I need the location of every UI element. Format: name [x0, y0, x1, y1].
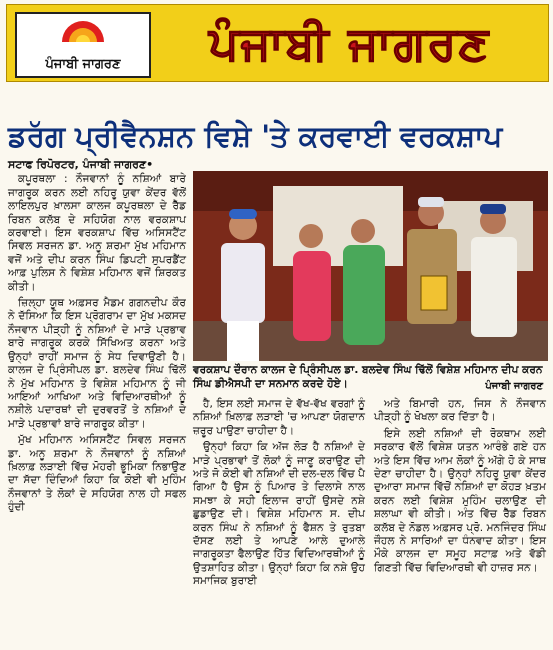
photo-illustration [193, 171, 548, 361]
paragraph: ਹੈ, ਇਸ ਲਈ ਸਮਾਜ ਦੇ ਵੱਖ-ਵੱਖ ਵਰਗਾਂ ਨੂੰ ਨਸ਼ਿਆਂ ਖ਼ਿਲਾਫ਼ ਲੜਾਈ 'ਚ ਆਪਣਾ ਯੋਗਦਾਨ ਜ਼ਰੂਰ ਪਾਉਣਾ ਚਾਹੀਦਾ ਹੈ। [193, 398, 365, 437]
paragraph: ਇਸੇ ਲਈ ਨਸ਼ਿਆਂ ਦੀ ਰੋਕਥਾਮ ਲਈ ਸਰਕਾਰ ਵੱਲੋਂ ਵਿਸ਼ੇਸ਼ ਯਤਨ ਆਰੰਭੇ ਗਏ ਹਨ ਅਤੇ ਇਸ ਵਿੱਚ ਆਮ ਲੋਕਾਂ ਨੂੰ ਅੱਗੇ ਹੋ ਕੇ ਸਾਥ ਦੇਣਾ ਚਾਹੀਦਾ ਹੈ। ਉਨ੍ਹਾਂ ਨਹਿਰੂ ਯੁਵਾ ਕੇਂਦਰ ਦੁਆਰਾ ਸਮਾਜ ਵਿੱਚੋਂ ਨਸ਼ਿਆਂ ਦਾ ਕੋਹੜ ਖ਼ਤਮ ਕਰਨ ਲਈ ਵਿਸ਼ੇਸ਼ ਮੁਹਿੰਮ ਚਲਾਉਣ ਦੀ ਸ਼ਲਾਘਾ ਵੀ ਕੀਤੀ। ਅੰਤ ਵਿੱਚ ਰੈੱਡ ਰਿਬਨ ਕਲੱਬ ਦੇ ਨੋਡਲ ਅਫ਼ਸਰ ਪ੍ਰੋ. ਮਨਜਿੰਦਰ ਸਿੰਘ ਜੌਹਲ ਨੇ ਸਾਰਿਆਂ ਦਾ ਧੰਨਵਾਦ ਕੀਤਾ। ਇਸ ਮੌਕੇ ਕਾਲਜ ਦਾ ਸਮੂਹ ਸਟਾਫ਼ ਅਤੇ ਵੱਡੀ ਗਿਣਤੀ ਵਿੱਚ ਵਿਦਿਆਰਥੀ ਵੀ ਹਾਜ਼ਰ ਸਨ। [374, 427, 546, 574]
rising-sun-icon [60, 18, 106, 44]
article-column-3 [374, 398, 546, 578]
paragraph: ਅਤੇ ਬਿਮਾਰੀ ਹਨ, ਜਿਸ ਨੇ ਨੌਜਵਾਨ ਪੀੜ੍ਹੀ ਨੂੰ ਖੋਖਲਾ ਕਰ ਦਿੱਤਾ ਹੈ। [374, 398, 546, 424]
photo-credit: ਪੰਜਾਬੀ ਜਾਗਰਣ [485, 381, 543, 392]
logo [15, 12, 151, 78]
logo-text: ਪੰਜਾਬੀ ਜਾਗਰਣ [45, 57, 121, 72]
paragraph: ਉਨ੍ਹਾਂ ਕਿਹਾ ਕਿ ਅੱਜ ਲੋੜ ਹੈ ਨਸ਼ਿਆਂ ਦੇ ਮਾੜੇ ਪ੍ਰਭਾਵਾਂ ਤੋਂ ਲੋਕਾਂ ਨੂੰ ਜਾਣੂ ਕਰਾਉਣ ਦੀ ਅਤੇ ਜੋ ਕੋਈ ਵੀ ਨਸ਼ਿਆਂ ਦੀ ਦਲ-ਦਲ ਵਿੱਚ ਪੈ ਗਿਆ ਹੈ ਉਸ ਨੂੰ ਪਿਆਰ ਤੇ ਦਿਲਾਸੇ ਨਾਲ ਸਮਝਾ ਕੇ ਸਹੀ ਇਲਾਜ ਰਾਹੀਂ ਉਸਦੇ ਨਸ਼ੇ ਛੁਡਾਉਣ ਦੀ। ਵਿਸ਼ੇਸ਼ ਮਹਿਮਾਨ ਸ. ਦੀਪ ਕਰਨ ਸਿੰਘ ਨੇ ਨਸ਼ਿਆਂ ਨੂੰ ਫੈਸ਼ਨ ਤੇ ਰੁਤਬਾ ਦੱਸਣ ਲਈ ਤੇ ਆਪਣੇ ਆਲੇ ਦੁਆਲੇ ਜਾਗਰੂਕਤਾ ਫੈਲਾਉਣ ਹਿੱਤ ਵਿਦਿਆਰਥੀਆਂ ਨੂੰ ਉਤਸ਼ਾਹਿਤ ਕੀਤਾ। ਉਨ੍ਹਾਂ ਕਿਹਾ ਕਿ ਨਸ਼ੇ ਉਹ ਸਮਾਜਿਕ ਬੁਰਾਈ [193, 441, 365, 588]
headline: ਡਰੱਗ ਪ੍ਰੀਵੈਨਸ਼ਨ ਵਿਸ਼ੇ 'ਤੇ ਕਰਵਾਈ ਵਰਕਸ਼ਾਪ [8, 119, 503, 153]
event-photo [193, 171, 548, 361]
paragraph: ਜ਼ਿਲ੍ਹਾ ਯੂਥ ਅਫ਼ਸਰ ਮੈਡਮ ਗਗਨਦੀਪ ਕੌਰ ਨੇ ਦੱਸਿਆ ਕਿ ਇਸ ਪ੍ਰੋਗਰਾਮ ਦਾ ਮੁੱਖ ਮਕਸਦ ਨੌਜਵਾਨ ਪੀੜ੍ਹੀ ਨੂੰ ਨਸ਼ਿਆਂ ਦੇ ਮਾੜੇ ਪ੍ਰਭਾਵ ਬਾਰੇ ਜਾਗਰੂਕ ਕਰਕੇ ਸਿੱਖਿਅਤ ਕਰਨਾ ਅਤੇ ਉਨ੍ਹਾਂ ਰਾਹੀਂ ਸਮਾਜ ਨੂੰ ਸੇਧ ਦਿਵਾਉਣੀ ਹੈ। ਕਾਲਜ ਦੇ ਪ੍ਰਿੰਸੀਪਲ ਡਾ. ਬਲਦੇਵ ਸਿੰਘ ਢਿੱਲੋਂ ਨੇ ਮੁੱਖ ਮਹਿਮਾਨ ਤੇ ਵਿਸ਼ੇਸ਼ ਮਹਿਮਾਨ ਨੂੰ ਜੀ ਆਇਆਂ ਆਖਿਆ ਅਤੇ ਵਿਦਿਆਰਥੀਆਂ ਨੂੰ ਨਸ਼ੀਲੇ ਪਦਾਰਥਾਂ ਦੀ ਦੁਰਵਰਤੋਂ ਤੇ ਨਸ਼ਿਆਂ ਦੇ ਮਾੜੇ ਪ੍ਰਭਾਵਾਂ ਬਾਰੇ ਜਾਗਰੂਕ ਕੀਤਾ। [8, 297, 186, 430]
article-column-1 [8, 158, 186, 518]
paragraph: ਕਪੂਰਥਲਾ : ਨੌਜਵਾਨਾਂ ਨੂੰ ਨਸ਼ਿਆਂ ਬਾਰੇ ਜਾਗਰੂਕ ਕਰਨ ਲਈ ਨਹਿਰੂ ਯੁਵਾ ਕੇਂਦਰ ਵੱਲੋਂ ਲਾਇਲਪੁਰ ਖ਼ਾਲਸਾ ਕਾਲਜ ਕਪੂਰਥਲਾ ਦੇ ਰੈੱਡ ਰਿਬਨ ਕਲੱਬ ਦੇ ਸਹਿਯੋਗ ਨਾਲ ਵਰਕਸ਼ਾਪ ਕਰਵਾਈ। ਇਸ ਵਰਕਸ਼ਾਪ ਵਿੱਚ ਅਸਿਸਟੈਂਟ ਸਿਵਲ ਸਰਜਨ ਡਾ. ਅਨੂ ਸ਼ਰਮਾ ਮੁੱਖ ਮਹਿਮਾਨ ਵਜੋਂ ਅਤੇ ਦੀਪ ਕਰਨ ਸਿੰਘ ਡਿਪਟੀ ਸੁਪਰਡੈਂਟ ਆਫ਼ ਪੁਲਿਸ ਨੇ ਵਿਸ਼ੇਸ਼ ਮਹਿਮਾਨ ਵਜੋਂ ਸ਼ਿਰਕਤ ਕੀਤੀ। [8, 173, 186, 293]
newspaper-name: ਪੰਜਾਬੀ ਜਾਗਰਣ [208, 16, 491, 70]
article-column-2 [193, 398, 365, 592]
photo-caption: ਵਰਕਸ਼ਾਪ ਦੌਰਾਨ ਕਾਲਜ ਦੇ ਪ੍ਰਿੰਸੀਪਲ ਡਾ. ਬਲਦੇਵ ਸਿੰਘ ਢਿੱਲੋਂ ਵਿਸ਼ੇਸ਼ ਮਹਿਮਾਨ ਦੀਪ ਕਰਨ ਸਿੰਘ ਡੀਐਸਪੀ ਦਾ ਸਨਮਾਨ ਕਰਦੇ ਹੋਏ। [193, 364, 543, 390]
byline: ਸਟਾਫ ਰਿਪੋਰਟਰ, ਪੰਜਾਬੀ ਜਾਗਰਣ• [8, 158, 154, 171]
masthead [6, 4, 549, 82]
paragraph: ਮੁੱਖ ਮਹਿਮਾਨ ਅਸਿਸਟੈਂਟ ਸਿਵਲ ਸਰਜਨ ਡਾ. ਅਨੂ ਸ਼ਰਮਾ ਨੇ ਨੌਜਵਾਨਾਂ ਨੂੰ ਨਸ਼ਿਆਂ ਖ਼ਿਲਾਫ਼ ਲੜਾਈ ਵਿੱਚ ਮੋਹਰੀ ਭੂਮਿਕਾ ਨਿਭਾਉਣ ਦਾ ਸੱਦਾ ਦਿੰਦਿਆਂ ਕਿਹਾ ਕਿ ਕੋਈ ਵੀ ਮੁਹਿੰਮ ਨੌਜਵਾਨਾਂ ਤੇ ਲੋਕਾਂ ਦੇ ਸਹਿਯੋਗ ਨਾਲ ਹੀ ਸਫਲ ਹੁੰਦੀ [8, 434, 186, 514]
